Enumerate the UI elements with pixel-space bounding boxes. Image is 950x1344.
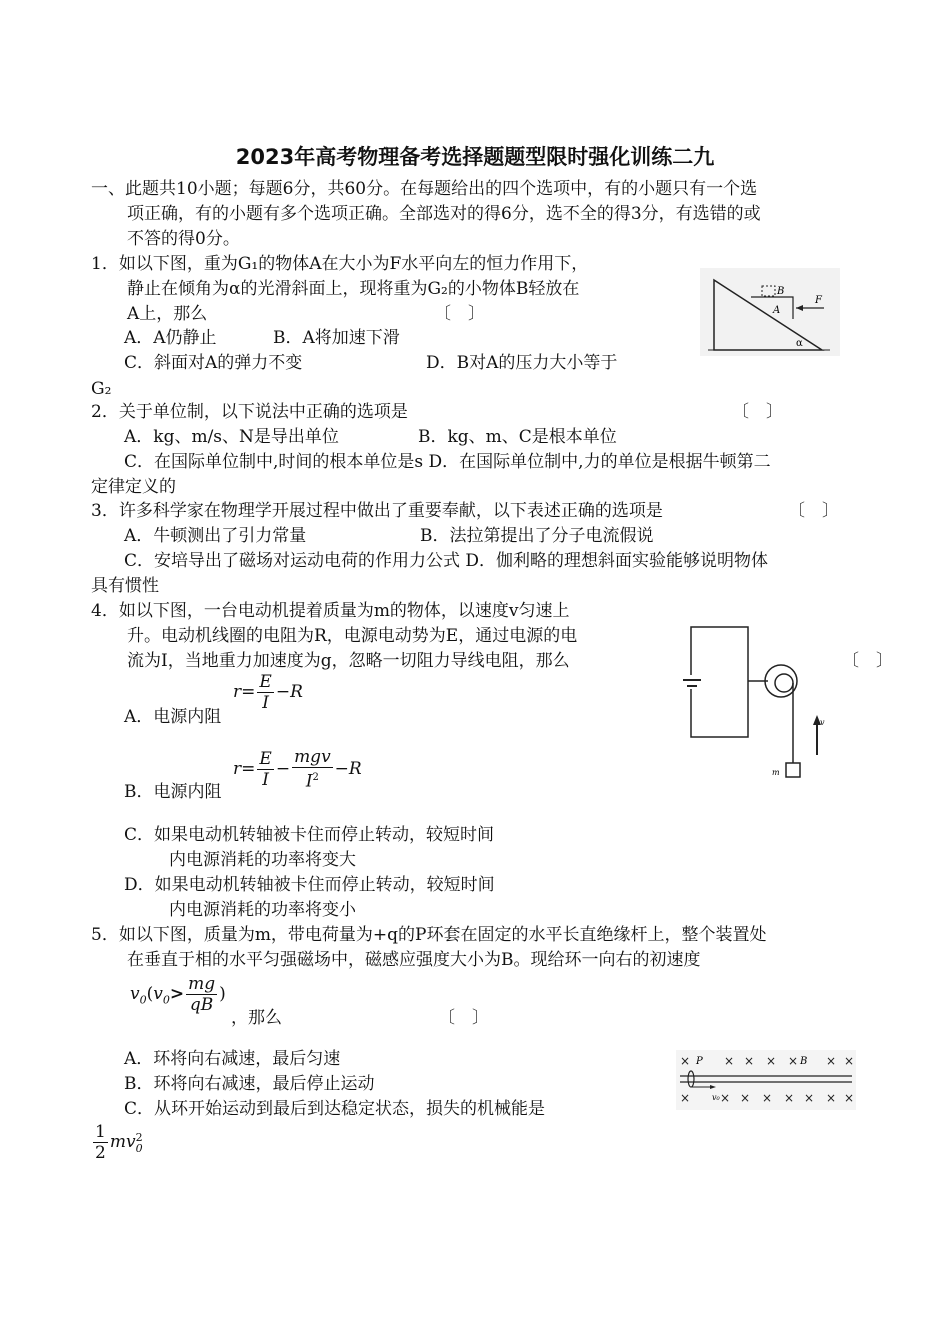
- label-p: P: [696, 1056, 703, 1067]
- q2-option-cd: C．在国际单位制中,时间的根本单位是s D．在国际单位制中,力的单位是根据牛顿第二: [124, 452, 771, 472]
- q1-option-d: D．B对A的压力大小等于: [426, 353, 618, 373]
- field-cross: ×: [844, 1091, 855, 1105]
- incline-diagram: [700, 268, 840, 356]
- label-b-field: B: [800, 1056, 808, 1067]
- q4-answer-bracket: 〔 〕: [842, 651, 893, 671]
- q1-option-a: A．A仍静止: [124, 328, 217, 348]
- formula-b: r= $\frac{E}{I}$ − $\frac{\text{mgv}}{I^2}$ −R: [233, 747, 362, 792]
- magnetic-field-diagram: [676, 1050, 856, 1110]
- field-cross: ×: [826, 1091, 837, 1105]
- q2-option-a: A．kg、m/s、N是导出单位: [124, 427, 339, 447]
- q1-option-d-cont: G₂: [91, 379, 112, 399]
- intro-line-2: 项正确，有的小题有多个选项正确。全部选对的得6分，选不全的得3分，有选错的或: [127, 204, 761, 224]
- q2-option-d-cont: 定律定义的: [91, 477, 176, 497]
- field-cross: ×: [826, 1054, 837, 1068]
- page-title: 2023年高考物理备考选择题题型限时强化训练二九: [235, 145, 715, 169]
- q3-option-a: A．牛顿测出了引力常量: [124, 526, 307, 546]
- q1-option-b: B．A将加速下滑: [273, 328, 400, 348]
- formula-a: r= $\frac{E}{I}$ −R: [233, 672, 303, 713]
- label-b: B: [777, 286, 785, 297]
- field-cross: ×: [724, 1054, 735, 1068]
- q4-option-c-1: C．如果电动机转轴被卡住而停止转动，较短时间: [124, 825, 495, 845]
- field-cross: ×: [720, 1091, 731, 1105]
- energy-formula: $\frac{1}{2}$ mv 2 0: [95, 1122, 143, 1163]
- q2-answer-bracket: 〔 〕: [732, 402, 783, 422]
- q1-option-c: C．斜面对A的弹力不变: [124, 353, 303, 373]
- field-cross: ×: [680, 1091, 691, 1105]
- label-v0: v₀: [712, 1093, 720, 1102]
- label-alpha: α: [796, 338, 803, 349]
- q5-stem-2: 在垂直于相的水平匀强磁场中，磁感应强度大小为B。现给环一向右的初速度: [127, 950, 701, 970]
- q3-stem: 3．许多科学家在物理学开展过程中做出了重要奉献，以下表述正确的选项是: [91, 501, 663, 521]
- q2-option-b: B．kg、m、C是根本单位: [418, 427, 617, 447]
- q5-answer-bracket: 〔 〕: [438, 1008, 489, 1028]
- q5-option-a: A．环将向右减速，最后匀速: [124, 1049, 341, 1069]
- q3-option-d-cont: 具有惯性: [91, 576, 159, 596]
- field-cross: ×: [844, 1054, 855, 1068]
- field-cross: ×: [804, 1091, 815, 1105]
- q1-stem-1: 1．如以下图，重为G₁的物体A在大小为F水平向左的恒力作用下，: [91, 254, 589, 274]
- q4-option-a: A．电源内阻: [124, 707, 222, 727]
- q5-stem-1: 5．如以下图，质量为m，带电荷量为+q的P环套在固定的水平长直绝缘杆上，整个装置处: [91, 925, 767, 945]
- label-m: m: [772, 768, 780, 777]
- q2-stem: 2．关于单位制，以下说法中正确的选项是: [91, 402, 408, 422]
- q4-option-d-1: D．如果电动机转轴被卡住而停止转动，较短时间: [124, 875, 495, 895]
- motor-circuit-diagram: [676, 625, 826, 785]
- q4-option-d-2: 内电源消耗的功率将变小: [169, 900, 356, 920]
- q4-option-c-2: 内电源消耗的功率将变大: [169, 850, 356, 870]
- q5-then: ，那么: [231, 1008, 282, 1028]
- field-cross: ×: [762, 1091, 773, 1105]
- q3-answer-bracket: 〔 〕: [788, 501, 839, 521]
- field-cross: ×: [788, 1054, 799, 1068]
- q1-answer-bracket: 〔 〕: [434, 304, 485, 324]
- q4-option-b: B．电源内阻: [124, 782, 222, 802]
- intro-line-3: 不答的得0分。: [127, 229, 240, 249]
- label-a: A: [773, 305, 781, 316]
- field-cross: ×: [744, 1054, 755, 1068]
- q3-option-b: B．法拉第提出了分子电流假说: [420, 526, 654, 546]
- field-cross: ×: [680, 1054, 691, 1068]
- label-f: F: [815, 295, 822, 306]
- field-cross: ×: [740, 1091, 751, 1105]
- q4-stem-2: 升。电动机线圈的电阻为R，电源电动势为E，通过电源的电: [127, 626, 578, 646]
- q1-stem-2: 静止在倾角为α的光滑斜面上，现将重为G₂的小物体B轻放在: [127, 279, 580, 299]
- q3-option-cd: C．安培导出了磁场对运动电荷的作用力公式 D．伽利略的理想斜面实验能够说明物体: [124, 551, 769, 571]
- q4-stem-3: 流为I，当地重力加速度为g，忽略一切阻力导线电阻，那么: [127, 651, 570, 671]
- field-cross: ×: [784, 1091, 795, 1105]
- q1-stem-3: A上，那么: [127, 304, 208, 324]
- label-v: v: [820, 718, 825, 727]
- v0-condition: $v_0(v_0>$ $\frac{mg}{qB}$ ): [130, 974, 226, 1015]
- q5-option-b: B．环将向右减速，最后停止运动: [124, 1074, 375, 1094]
- intro-line-1: 一、此题共10小题；每题6分，共60分。在每题给出的四个选项中，有的小题只有一个选: [91, 179, 758, 199]
- q4-stem-1: 4．如以下图，一台电动机提着质量为m的物体，以速度v匀速上: [91, 601, 570, 621]
- field-cross: ×: [766, 1054, 777, 1068]
- q5-option-c: C．从环开始运动到最后到达稳定状态，损失的机械能是: [124, 1099, 546, 1119]
